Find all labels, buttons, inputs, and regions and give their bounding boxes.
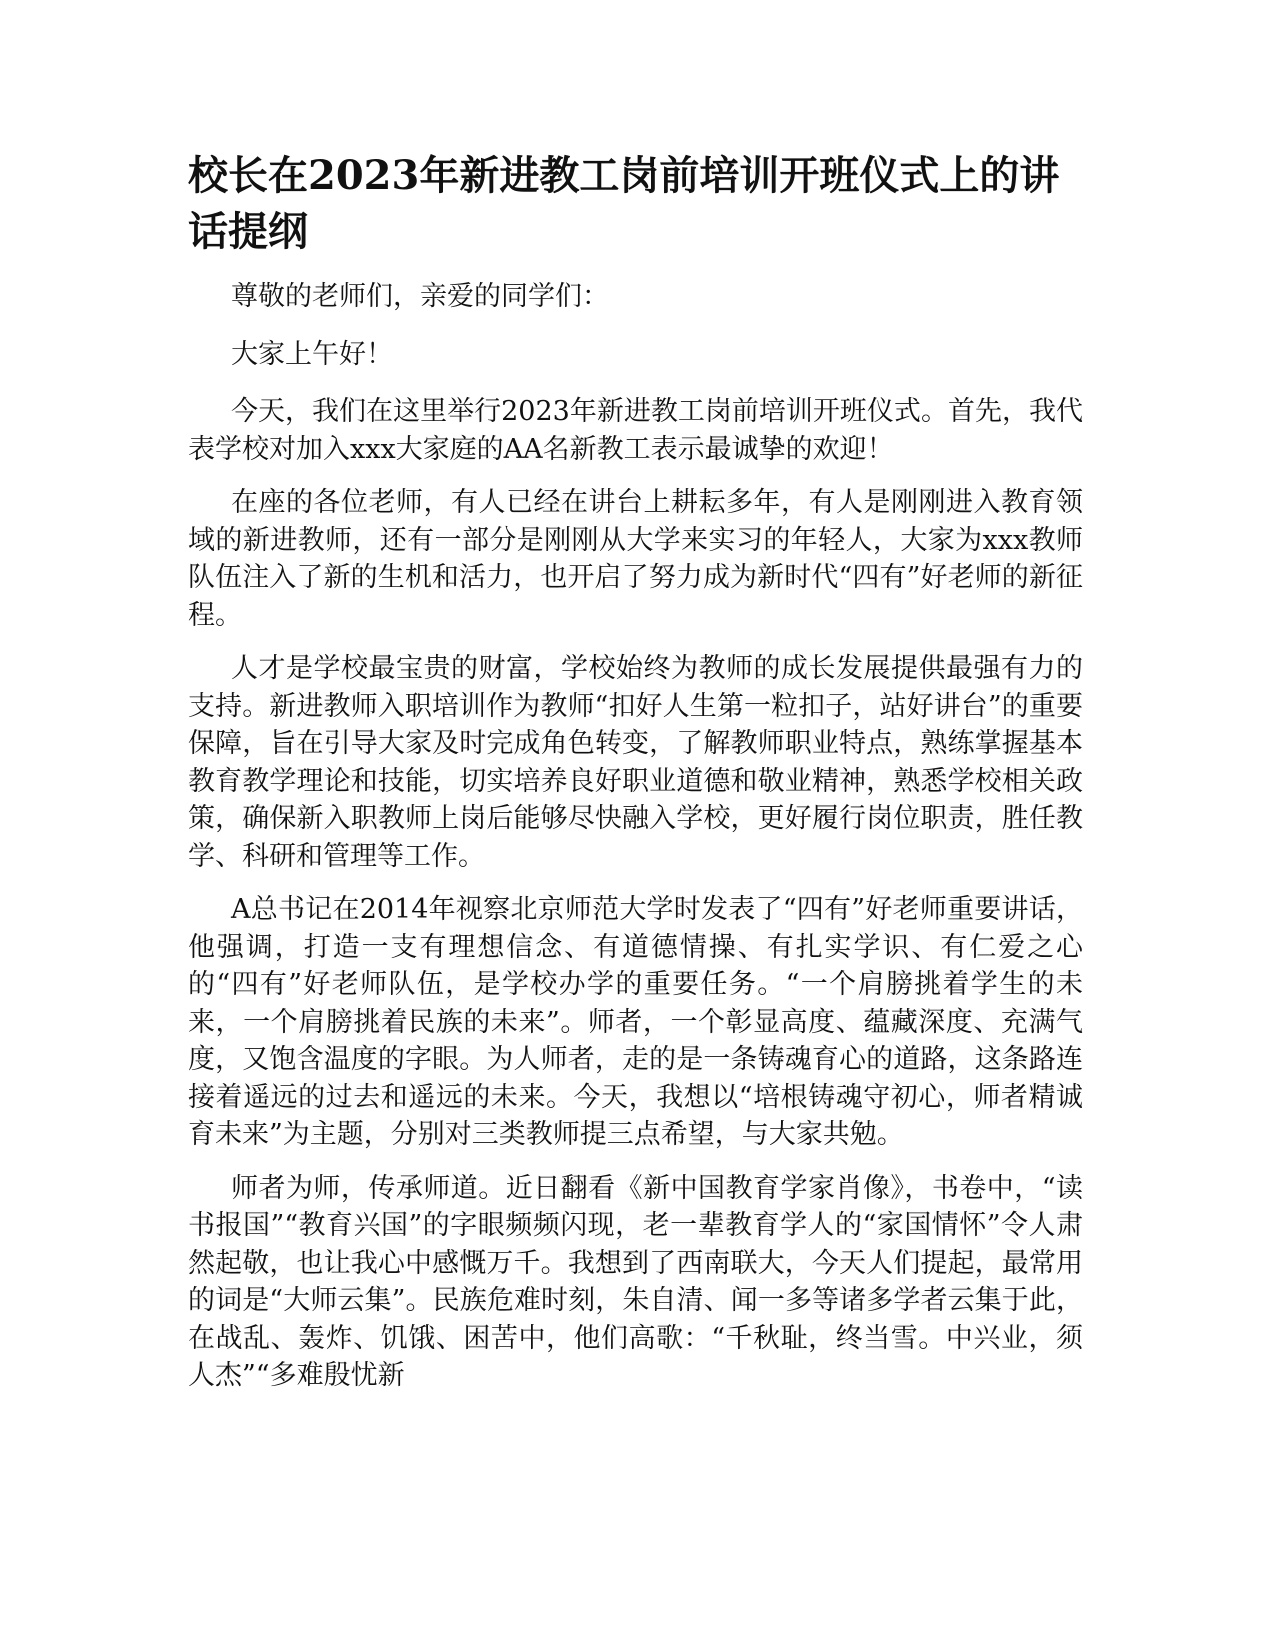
- document-title: 校长在2023年新进教工岗前培训开班仪式上的讲话提纲: [188, 152, 1060, 255]
- document-body: [188, 278, 1083, 1411]
- body-paragraph: 师者为师，传承师道。近日翻看《新中国教育学家肖像》，书卷中，“读书报国”“教育兴国”的字眼频频闪现，老一辈教育学人的“家国情怀”令人肃然起敬，也让我心中感慨万千。我想到了西南联大，今天人们提起，最常用的词是“大师云集”。民族危难时刻，朱自清、闻一多等诸多学者云集于此，在战乱、轰炸、饥饿、困苦中，他们高歌：“千秋耻，终当雪。中兴业，须人杰”“多难殷忧新: [188, 1172, 1083, 1391]
- body-paragraph: 今天，我们在这里举行2023年新进教工岗前培训开班仪式。首先，我代表学校对加入xxx大家庭的AA名新教工表示最诚挚的欢迎！: [188, 396, 1083, 465]
- body-paragraph: 在座的各位老师，有人已经在讲台上耕耘多年，有人是刚刚进入教育领域的新进教师，还有一部分是刚刚从大学来实习的年轻人，大家为xxx教师队伍注入了新的生机和活力，也开启了努力成为新时代“四有”好老师的新征程。: [188, 487, 1083, 631]
- body-paragraph: A总书记在2014年视察北京师范大学时发表了“四有”好老师重要讲话，他强调，打造一支有理想信念、有道德情操、有扎实学识、有仁爱之心的“四有”好老师队伍，是学校办学的重要任务。“一个肩膀挑着学生的未来，一个肩膀挑着民族的未来”。师者，一个彰显高度、蕴藏深度、充满气度，又饱含温度的字眼。为人师者，走的是一条铸魂育心的道路，这条路连接着遥远的过去和遥远的未来。今天，我想以“培根铸魂守初心，师者精诚育未来”为主题，分别对三类教师提三点希望，与大家共勉。: [188, 894, 1083, 1150]
- salutation-paragraph: 尊敬的老师们，亲爱的同学们：: [231, 281, 609, 312]
- greeting-paragraph: 大家上午好！: [231, 338, 393, 370]
- body-paragraph: 人才是学校最宝贵的财富，学校始终为教师的成长发展提供最强有力的支持。新进教师入职培训作为教师“扣好人生第一粒扣子，站好讲台”的重要保障，旨在引导大家及时完成角色转变，了解教师职业特点，熟练掌握基本教育教学理论和技能，切实培养良好职业道德和敬业精神，熟悉学校相关政策，确保新入职教师上岗后能够尽快融入学校，更好履行岗位职责，胜任教学、科研和管理等工作。: [188, 653, 1083, 872]
